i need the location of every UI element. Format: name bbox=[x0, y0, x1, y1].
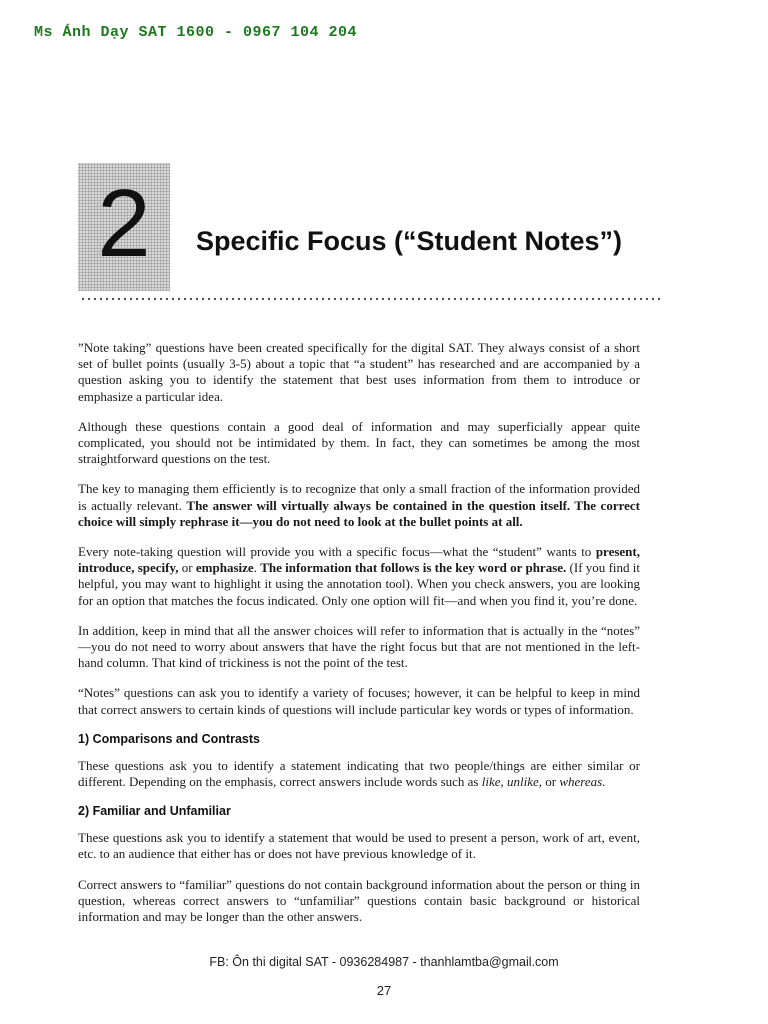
comparisons-text: These questions ask you to identify a statement indicating that two people/things are either similar or different. Depending on the emphasis, correct answers include words such as bbox=[78, 757, 640, 790]
paragraph-specific-focus bbox=[78, 544, 640, 609]
paragraph-key-strategy bbox=[78, 481, 640, 530]
paragraph-familiar-2: Correct answers to “familiar” questions do not contain background information about the person or thing in question, whereas correct answers to “unfamiliar” questions contain basic background or historical information and may be longer than the other answers. bbox=[78, 876, 640, 925]
focus-text-4: (If you find it helpful, you may want to highlight it using the annotation tool). When you check answers, you are looking for an option that matches the focus indicated. Only one option will fit—and when you find it, you’re done. bbox=[78, 560, 641, 608]
key-strategy-text: The key to managing them efficiently is to recognize that only a small fraction of the information provided is actually relevant. bbox=[78, 481, 640, 513]
dotted-divider bbox=[80, 297, 660, 301]
focus-verbs: present, introduce, specify, bbox=[78, 544, 640, 576]
focus-text-2: or bbox=[178, 560, 196, 576]
chapter-number: 2 bbox=[97, 170, 151, 277]
paragraph-intro: ”Note taking” questions have been created specifically for the digital SAT. They always consist of a short set of bullet points (usually 3-5) about a topic that “a student” has researched and are accompanied by a question asking you to identify the statement that best uses information from them to introduce or emphasize a particular idea. bbox=[78, 340, 640, 404]
chapter-title: Specific Focus (“Student Notes”) bbox=[196, 226, 623, 256]
focus-key-phrase: The information that follows is the key word or phrase. bbox=[260, 560, 567, 576]
paragraph-variety-focuses: “Notes” questions can ask you to identify a variety of focuses; however, it can be helpful to keep in mind that correct answers to certain kinds of questions will include particular key words or types of information. bbox=[78, 685, 640, 717]
focus-text-3: . bbox=[253, 560, 261, 576]
section-heading-comparisons: 1) Comparisons and Contrasts bbox=[78, 731, 260, 746]
chapter-body bbox=[78, 340, 640, 939]
page-number: 27 bbox=[376, 983, 392, 998]
comparisons-or: or bbox=[542, 774, 560, 790]
focus-verb-emphasize: emphasize bbox=[195, 560, 254, 576]
section-heading-familiar: 2) Familiar and Unfamiliar bbox=[78, 804, 231, 819]
chapter-number-box bbox=[78, 163, 170, 291]
comparisons-keywords: like, unlike, bbox=[481, 774, 543, 790]
key-strategy-emphasis: The answer will virtually always be contained in the question itself. The correct choice will simply rephrase it—you do not need to look at the bullet points at all. bbox=[78, 497, 640, 529]
paragraph-not-intimidated: Although these questions contain a good deal of information and may superficially appear quite complicated, you should not be intimidated by them. In fact, they can sometimes be among the most straightforward questions on the test. bbox=[78, 418, 640, 467]
paragraph-familiar-1: These questions ask you to identify a statement that would be used to present a person, work of art, event, etc. to an audience that either has or does not have previous knowledge of it. bbox=[78, 830, 640, 862]
focus-text-1: Every note-taking question will provide you with a specific focus—what the “student” wants to bbox=[78, 544, 596, 560]
header-watermark: Ms Ánh Dạy SAT 1600 - 0967 104 204 bbox=[34, 24, 358, 41]
comparisons-whereas: whereas. bbox=[559, 774, 606, 790]
footer-contact: FB: Ôn thi digital SAT - 0936284987 - thanhlamtba@gmail.com bbox=[209, 955, 559, 969]
paragraph-notes-content: In addition, keep in mind that all the answer choices will refer to information that is actually in the “notes” —you do not need to worry about answers that have the right focus but that are not mentioned in the left-hand column. That kind of trickiness is not the point of the test. bbox=[78, 622, 640, 671]
paragraph-comparisons bbox=[78, 758, 640, 790]
